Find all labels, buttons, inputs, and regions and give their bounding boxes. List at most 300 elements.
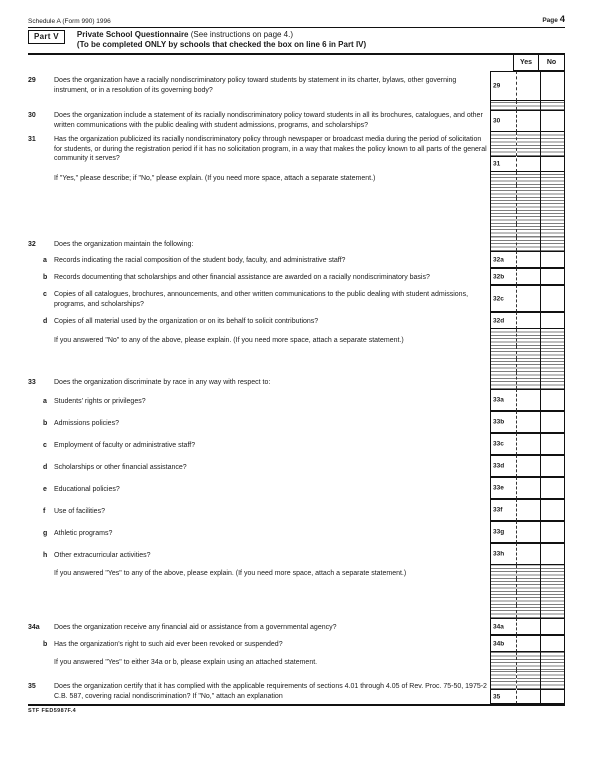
- line-number-box: [490, 618, 516, 635]
- yes-column-header: Yes: [513, 55, 538, 71]
- shaded-cell: [540, 224, 565, 237]
- question-text-block: [54, 312, 490, 327]
- question-text-col: [54, 565, 490, 579]
- shaded-cell: [490, 224, 516, 237]
- line-number-box: [490, 268, 516, 285]
- answer-cell-no-33g[interactable]: [540, 521, 565, 543]
- instr-row: [28, 565, 565, 579]
- shaded-cell: [490, 579, 516, 592]
- line-number-box: [490, 110, 516, 132]
- question-letter: a: [43, 257, 47, 264]
- shaded-cell: [490, 652, 516, 670]
- question-text-block: [54, 565, 490, 579]
- answer-rail: [490, 455, 565, 477]
- rail-cell: [490, 132, 516, 172]
- shaded-cell: [516, 359, 540, 372]
- line-number-box: [490, 389, 516, 411]
- line-number-label: 30: [493, 117, 501, 125]
- question-letter: d: [43, 318, 48, 325]
- answer-cell-no-33d[interactable]: [540, 455, 565, 477]
- line-number-box: [490, 521, 516, 543]
- question-text-block: [54, 543, 490, 561]
- question-text-block: [54, 411, 490, 429]
- answer-cell-yes-32d[interactable]: [516, 312, 540, 329]
- shaded-area: [491, 132, 516, 156]
- answer-cell-yes-31[interactable]: [517, 156, 540, 171]
- question-text-col: [54, 477, 490, 499]
- answer-cell-no-33e[interactable]: [540, 477, 565, 499]
- question-text: Athletic programs?: [54, 530, 113, 537]
- instr-row: [28, 329, 565, 346]
- question-text-block: [54, 237, 490, 250]
- left-gutter: [28, 101, 54, 110]
- part-title-line1: Private School Questionnaire (See instructions on page 4.): [76, 30, 294, 39]
- answer-cell-yes-33h[interactable]: [516, 543, 540, 565]
- question-text-col: [54, 433, 490, 455]
- line-number-box: [491, 156, 516, 171]
- line-number-box: [490, 543, 516, 565]
- line-number-box: [490, 635, 516, 652]
- question-text: If you answered "No" to any of the above, please explain. (If you need more space, attach a separate statement.): [54, 337, 404, 344]
- part-titles: [77, 30, 366, 50]
- answer-cell-yes-34a[interactable]: [516, 618, 540, 635]
- question-text-col: [54, 110, 490, 132]
- answer-cell-yes-32a[interactable]: [516, 251, 540, 268]
- line-number-label: 32d: [493, 317, 505, 324]
- question-letter: d: [43, 464, 48, 471]
- line-number-label: 33g: [493, 528, 505, 536]
- question-letter: b: [43, 420, 48, 427]
- question-row-34a: [28, 618, 565, 635]
- question-row-32b: [28, 268, 565, 285]
- line-number-label: 32a: [493, 256, 504, 263]
- shaded-cell: [540, 172, 565, 185]
- shaded-area: [517, 670, 540, 689]
- question-text: Students' rights or privileges?: [54, 398, 146, 405]
- shaded-cell: [490, 605, 516, 618]
- answer-cell-no-33c[interactable]: [540, 433, 565, 455]
- question-number: 30: [28, 112, 36, 119]
- answer-rail: [490, 237, 565, 251]
- answer-cell-no-35[interactable]: [541, 689, 564, 703]
- line-row: [28, 359, 565, 372]
- question-text-col: [54, 237, 490, 251]
- answer-cell-yes-32c[interactable]: [516, 285, 540, 312]
- question-row-32d: [28, 312, 565, 329]
- answer-cell-yes-35[interactable]: [517, 689, 540, 703]
- question-row-33f: [28, 499, 565, 521]
- line-number-label: 32c: [493, 295, 504, 302]
- question-text-col: [54, 372, 490, 389]
- write-in-line[interactable]: [72, 359, 482, 372]
- answer-cell-no-31[interactable]: [541, 156, 564, 171]
- answer-rail: [490, 521, 565, 543]
- question-text: Records indicating the racial composition of the student body, faculty, and administrative staff?: [54, 257, 346, 264]
- answer-cell-no-32c[interactable]: [540, 285, 565, 312]
- shaded-cell: [540, 652, 565, 670]
- answer-cell-no-32a[interactable]: [540, 251, 565, 268]
- question-text-col: [54, 185, 490, 198]
- question-text-block: [54, 172, 490, 184]
- shaded-cell: [490, 185, 516, 198]
- line-number-label: 33a: [493, 396, 504, 404]
- write-in-line[interactable]: [72, 592, 482, 605]
- answer-cell-yes-34b[interactable]: [516, 635, 540, 652]
- question-row-32c: [28, 285, 565, 312]
- write-in-line[interactable]: [72, 579, 482, 592]
- question-text-col: [54, 411, 490, 433]
- question-letter: b: [43, 274, 48, 281]
- left-gutter: [28, 185, 54, 198]
- answer-cell-no-29[interactable]: [540, 71, 565, 101]
- question-text-block: [54, 635, 490, 650]
- answer-rail: [490, 359, 565, 372]
- answer-rail: [490, 346, 565, 359]
- answer-rail: [490, 670, 565, 704]
- line-number-box: [490, 455, 516, 477]
- shaded-cell: [516, 372, 540, 389]
- answer-cell-yes-33d[interactable]: [516, 455, 540, 477]
- line-number-box: [490, 285, 516, 312]
- question-text: Educational policies?: [54, 486, 120, 493]
- instr-row: [28, 652, 565, 670]
- question-text: Copies of all catalogues, brochures, announcements, and other written communications to the public dealing with student admissions, programs, and scholarships?: [54, 291, 469, 308]
- shaded-cell: [490, 565, 516, 579]
- left-gutter: [28, 605, 54, 618]
- instr-row: [28, 172, 565, 185]
- line-number-box: [490, 312, 516, 329]
- answer-cell-yes-29[interactable]: [516, 71, 540, 101]
- question-text-col: [54, 670, 490, 704]
- answer-rail: [490, 605, 565, 618]
- left-gutter: [28, 211, 54, 224]
- question-text-col: [54, 224, 490, 237]
- answer-rail: [490, 618, 565, 635]
- question-text-col: [54, 172, 490, 185]
- question-text: Has the organization's right to such aid ever been revoked or suspended?: [54, 641, 283, 648]
- answer-rail: [490, 285, 565, 312]
- question-text: Other extracurricular activities?: [54, 552, 151, 559]
- question-text-col: [54, 101, 490, 110]
- line-row: [28, 198, 565, 211]
- question-row-33d: [28, 455, 565, 477]
- answer-rail: [490, 172, 565, 185]
- question-letter: c: [43, 291, 47, 298]
- question-text-col: [54, 652, 490, 670]
- question-text: Admissions policies?: [54, 420, 119, 427]
- answer-rail: [490, 101, 565, 110]
- line-number-label: 33c: [493, 440, 504, 448]
- line-number-box: [490, 433, 516, 455]
- answer-rail: [490, 652, 565, 670]
- question-text: If "Yes," please describe; if "No," please explain. (If you need more space, attach a separate statement.): [54, 175, 376, 182]
- write-in-line[interactable]: [72, 605, 482, 618]
- question-text-col: [54, 543, 490, 565]
- question-text-col: [54, 389, 490, 411]
- answer-cell-yes-33a[interactable]: [516, 389, 540, 411]
- question-number: 31: [28, 136, 36, 143]
- question-row-30: [28, 110, 565, 132]
- question-text-col: [54, 618, 490, 635]
- answer-rail: [490, 565, 565, 579]
- write-in-line[interactable]: [72, 211, 482, 224]
- question-text: Does the organization certify that it has complied with the applicable requirements of sections 4.01 through 4.05 of Rev. Proc. 75-50, 1975-2 C.B. 587, covering racial nondiscrimination? If "No," attach an explanation: [54, 683, 487, 700]
- shaded-area: [517, 132, 540, 156]
- answer-cell-yes-32b[interactable]: [516, 268, 540, 285]
- line-row: [28, 592, 565, 605]
- question-row-35: [28, 670, 565, 704]
- question-letter: c: [43, 442, 47, 449]
- hatch-row: [28, 101, 565, 110]
- shaded-cell: [540, 101, 565, 110]
- page-number: Page 4: [542, 14, 565, 25]
- line-number-box: [490, 251, 516, 268]
- shaded-cell: [516, 224, 540, 237]
- answer-rail: [490, 110, 565, 132]
- line-row: [28, 185, 565, 198]
- question-text-col: [54, 455, 490, 477]
- question-text-col: [54, 329, 490, 346]
- form-id-text: Schedule A (Form 990) 1996: [28, 18, 111, 25]
- question-row-29: [28, 71, 565, 101]
- answer-rail: [490, 185, 565, 198]
- shaded-cell: [540, 372, 565, 389]
- answer-rail: [490, 71, 565, 101]
- question-text-col: [54, 346, 490, 359]
- line-number-label: 34a: [493, 623, 504, 630]
- answer-rail: [490, 411, 565, 433]
- line-number-box: [490, 499, 516, 521]
- shaded-area: [541, 132, 564, 156]
- question-number: 29: [28, 77, 36, 84]
- left-gutter: [28, 652, 54, 670]
- question-text: Does the organization discriminate by race in any way with respect to:: [54, 379, 271, 386]
- question-text-block: [54, 132, 490, 164]
- question-row-33b: [28, 411, 565, 433]
- question-text-block: [54, 433, 490, 451]
- question-letter: f: [43, 508, 46, 515]
- question-text-block: [54, 477, 490, 495]
- rail-cell: [516, 132, 540, 172]
- question-text: Has the organization publicized its racially nondiscriminatory policy through newspaper or broadcast media during the period of solicitation for students, or during the registration period if it has no solicitation program, in a way that makes the policy known to all parts of the general community it serves?: [54, 136, 487, 162]
- shaded-cell: [516, 565, 540, 579]
- question-text-block: [54, 652, 490, 668]
- question-row-33h: [28, 543, 565, 565]
- answer-rail: [490, 132, 565, 172]
- question-text-col: [54, 268, 490, 285]
- line-number-label: 29: [493, 82, 501, 90]
- write-in-line[interactable]: [72, 346, 482, 359]
- shaded-cell: [516, 329, 540, 346]
- question-text-col: [54, 312, 490, 329]
- shaded-cell: [540, 185, 565, 198]
- answer-rail: [490, 268, 565, 285]
- no-column-header: No: [538, 55, 565, 71]
- answer-rail: [490, 312, 565, 329]
- question-text: Use of facilities?: [54, 508, 105, 515]
- question-letter: g: [43, 530, 48, 537]
- shaded-cell: [490, 172, 516, 185]
- answer-cell-no-33f[interactable]: [540, 499, 565, 521]
- answer-rail: [490, 372, 565, 389]
- question-text: Does the organization have a racially nondiscriminatory policy toward students by statement in its charter, bylaws, other governing instrument, or in a resolution of its governing body?: [54, 77, 457, 94]
- write-in-line[interactable]: [72, 224, 482, 237]
- answer-cell-yes-33g[interactable]: [516, 521, 540, 543]
- line-number-label: 33f: [493, 506, 503, 514]
- line-row: [28, 579, 565, 592]
- answer-rail: [490, 198, 565, 211]
- answer-cell-no-32d[interactable]: [540, 312, 565, 329]
- question-row-31: [28, 132, 565, 172]
- shaded-cell: [516, 211, 540, 224]
- page-header: [28, 14, 565, 25]
- line-row: [28, 211, 565, 224]
- left-gutter: [28, 579, 54, 592]
- question-row-32: [28, 237, 565, 251]
- left-gutter: [28, 198, 54, 211]
- question-text-col: [54, 635, 490, 652]
- shaded-cell: [516, 198, 540, 211]
- answer-rail: [490, 543, 565, 565]
- question-text: If you answered "Yes" to either 34a or b, please explain using an attached statement.: [54, 659, 318, 666]
- shaded-cell: [540, 198, 565, 211]
- rail-cell: [490, 670, 516, 704]
- question-text-block: [54, 71, 490, 95]
- question-text-col: [54, 605, 490, 618]
- answer-cell-no-33b[interactable]: [540, 411, 565, 433]
- shaded-cell: [490, 346, 516, 359]
- shaded-cell: [490, 592, 516, 605]
- write-in-line[interactable]: [72, 185, 482, 198]
- question-text-block: [54, 268, 490, 283]
- question-text-col: [54, 211, 490, 224]
- shaded-cell: [490, 101, 516, 110]
- question-number: 33: [28, 379, 36, 386]
- shaded-cell: [516, 346, 540, 359]
- question-text-block: [54, 455, 490, 473]
- answer-rail: [490, 635, 565, 652]
- answer-rail: [490, 389, 565, 411]
- answer-cell-no-33a[interactable]: [540, 389, 565, 411]
- answer-column-headers: [28, 55, 565, 71]
- answer-cell-no-34a[interactable]: [540, 618, 565, 635]
- question-text: Copies of all material used by the organization or on its behalf to solicit contributions?: [54, 318, 319, 325]
- shaded-cell: [516, 579, 540, 592]
- part-label: Part V: [28, 30, 65, 44]
- question-text-col: [54, 499, 490, 521]
- shaded-area: [541, 670, 564, 689]
- shaded-cell: [540, 346, 565, 359]
- answer-cell-no-33h[interactable]: [540, 543, 565, 565]
- question-letter: h: [43, 552, 48, 559]
- answer-cell-yes-30[interactable]: [516, 110, 540, 132]
- write-in-line[interactable]: [72, 198, 482, 211]
- shaded-cell: [490, 237, 516, 251]
- question-text-col: [54, 285, 490, 312]
- question-text-col: [54, 251, 490, 268]
- shaded-cell: [540, 211, 565, 224]
- question-row-33a: [28, 389, 565, 411]
- part-header: [28, 28, 565, 55]
- answer-rail: [490, 579, 565, 592]
- question-number: 35: [28, 683, 36, 690]
- left-gutter: [28, 329, 54, 346]
- question-letter: b: [43, 641, 48, 648]
- shaded-cell: [516, 185, 540, 198]
- line-number-label: 35: [493, 693, 501, 700]
- question-text: Scholarships or other financial assistance?: [54, 464, 187, 471]
- question-letter: e: [43, 486, 47, 493]
- rail-cell: [540, 670, 565, 704]
- question-letter: a: [43, 398, 47, 405]
- answer-cell-no-34b[interactable]: [540, 635, 565, 652]
- line-number-box: [490, 477, 516, 499]
- answer-rail: [490, 592, 565, 605]
- answer-cell-yes-33e[interactable]: [516, 477, 540, 499]
- questionnaire-body: [28, 71, 565, 704]
- question-row-33g: [28, 521, 565, 543]
- answer-cell-yes-33b[interactable]: [516, 411, 540, 433]
- question-text-col: [54, 359, 490, 372]
- table-bottom-rule: [28, 704, 565, 706]
- question-text: Employment of faculty or administrative staff?: [54, 442, 196, 449]
- question-row-33c: [28, 433, 565, 455]
- answer-rail: [490, 433, 565, 455]
- question-text-block: [54, 372, 490, 388]
- line-number-label: 33d: [493, 462, 505, 470]
- answer-cell-no-32b[interactable]: [540, 268, 565, 285]
- shaded-cell: [490, 372, 516, 389]
- question-text-block: [54, 251, 490, 266]
- shaded-cell: [540, 359, 565, 372]
- question-text-col: [54, 579, 490, 592]
- question-text-block: [54, 670, 490, 701]
- question-number: 34a: [28, 624, 40, 631]
- line-row: [28, 346, 565, 359]
- shaded-cell: [490, 211, 516, 224]
- answer-cell-yes-33c[interactable]: [516, 433, 540, 455]
- shaded-cell: [516, 592, 540, 605]
- answer-rail: [490, 224, 565, 237]
- left-gutter: [28, 224, 54, 237]
- question-text-block: [54, 521, 490, 539]
- line-number-label: 33b: [493, 418, 505, 426]
- shaded-cell: [540, 565, 565, 579]
- question-text-col: [54, 521, 490, 543]
- shaded-cell: [490, 329, 516, 346]
- question-row-34b: [28, 635, 565, 652]
- shaded-cell: [490, 198, 516, 211]
- question-row-33: [28, 372, 565, 389]
- answer-cell-yes-33f[interactable]: [516, 499, 540, 521]
- line-row: [28, 224, 565, 237]
- software-footer-code: STF FED5987F.4: [28, 708, 77, 714]
- question-row-32a: [28, 251, 565, 268]
- answer-cell-no-30[interactable]: [540, 110, 565, 132]
- answer-rail: [490, 477, 565, 499]
- shaded-cell: [540, 237, 565, 251]
- question-text-col: [54, 198, 490, 211]
- left-gutter: [28, 172, 54, 185]
- line-row: [28, 605, 565, 618]
- answer-rail: [490, 251, 565, 268]
- shaded-cell: [516, 172, 540, 185]
- line-number-label: 31: [493, 160, 501, 168]
- answer-rail: [490, 211, 565, 224]
- shaded-cell: [490, 359, 516, 372]
- rail-cell: [540, 132, 565, 172]
- line-number-label: 34b: [493, 640, 505, 647]
